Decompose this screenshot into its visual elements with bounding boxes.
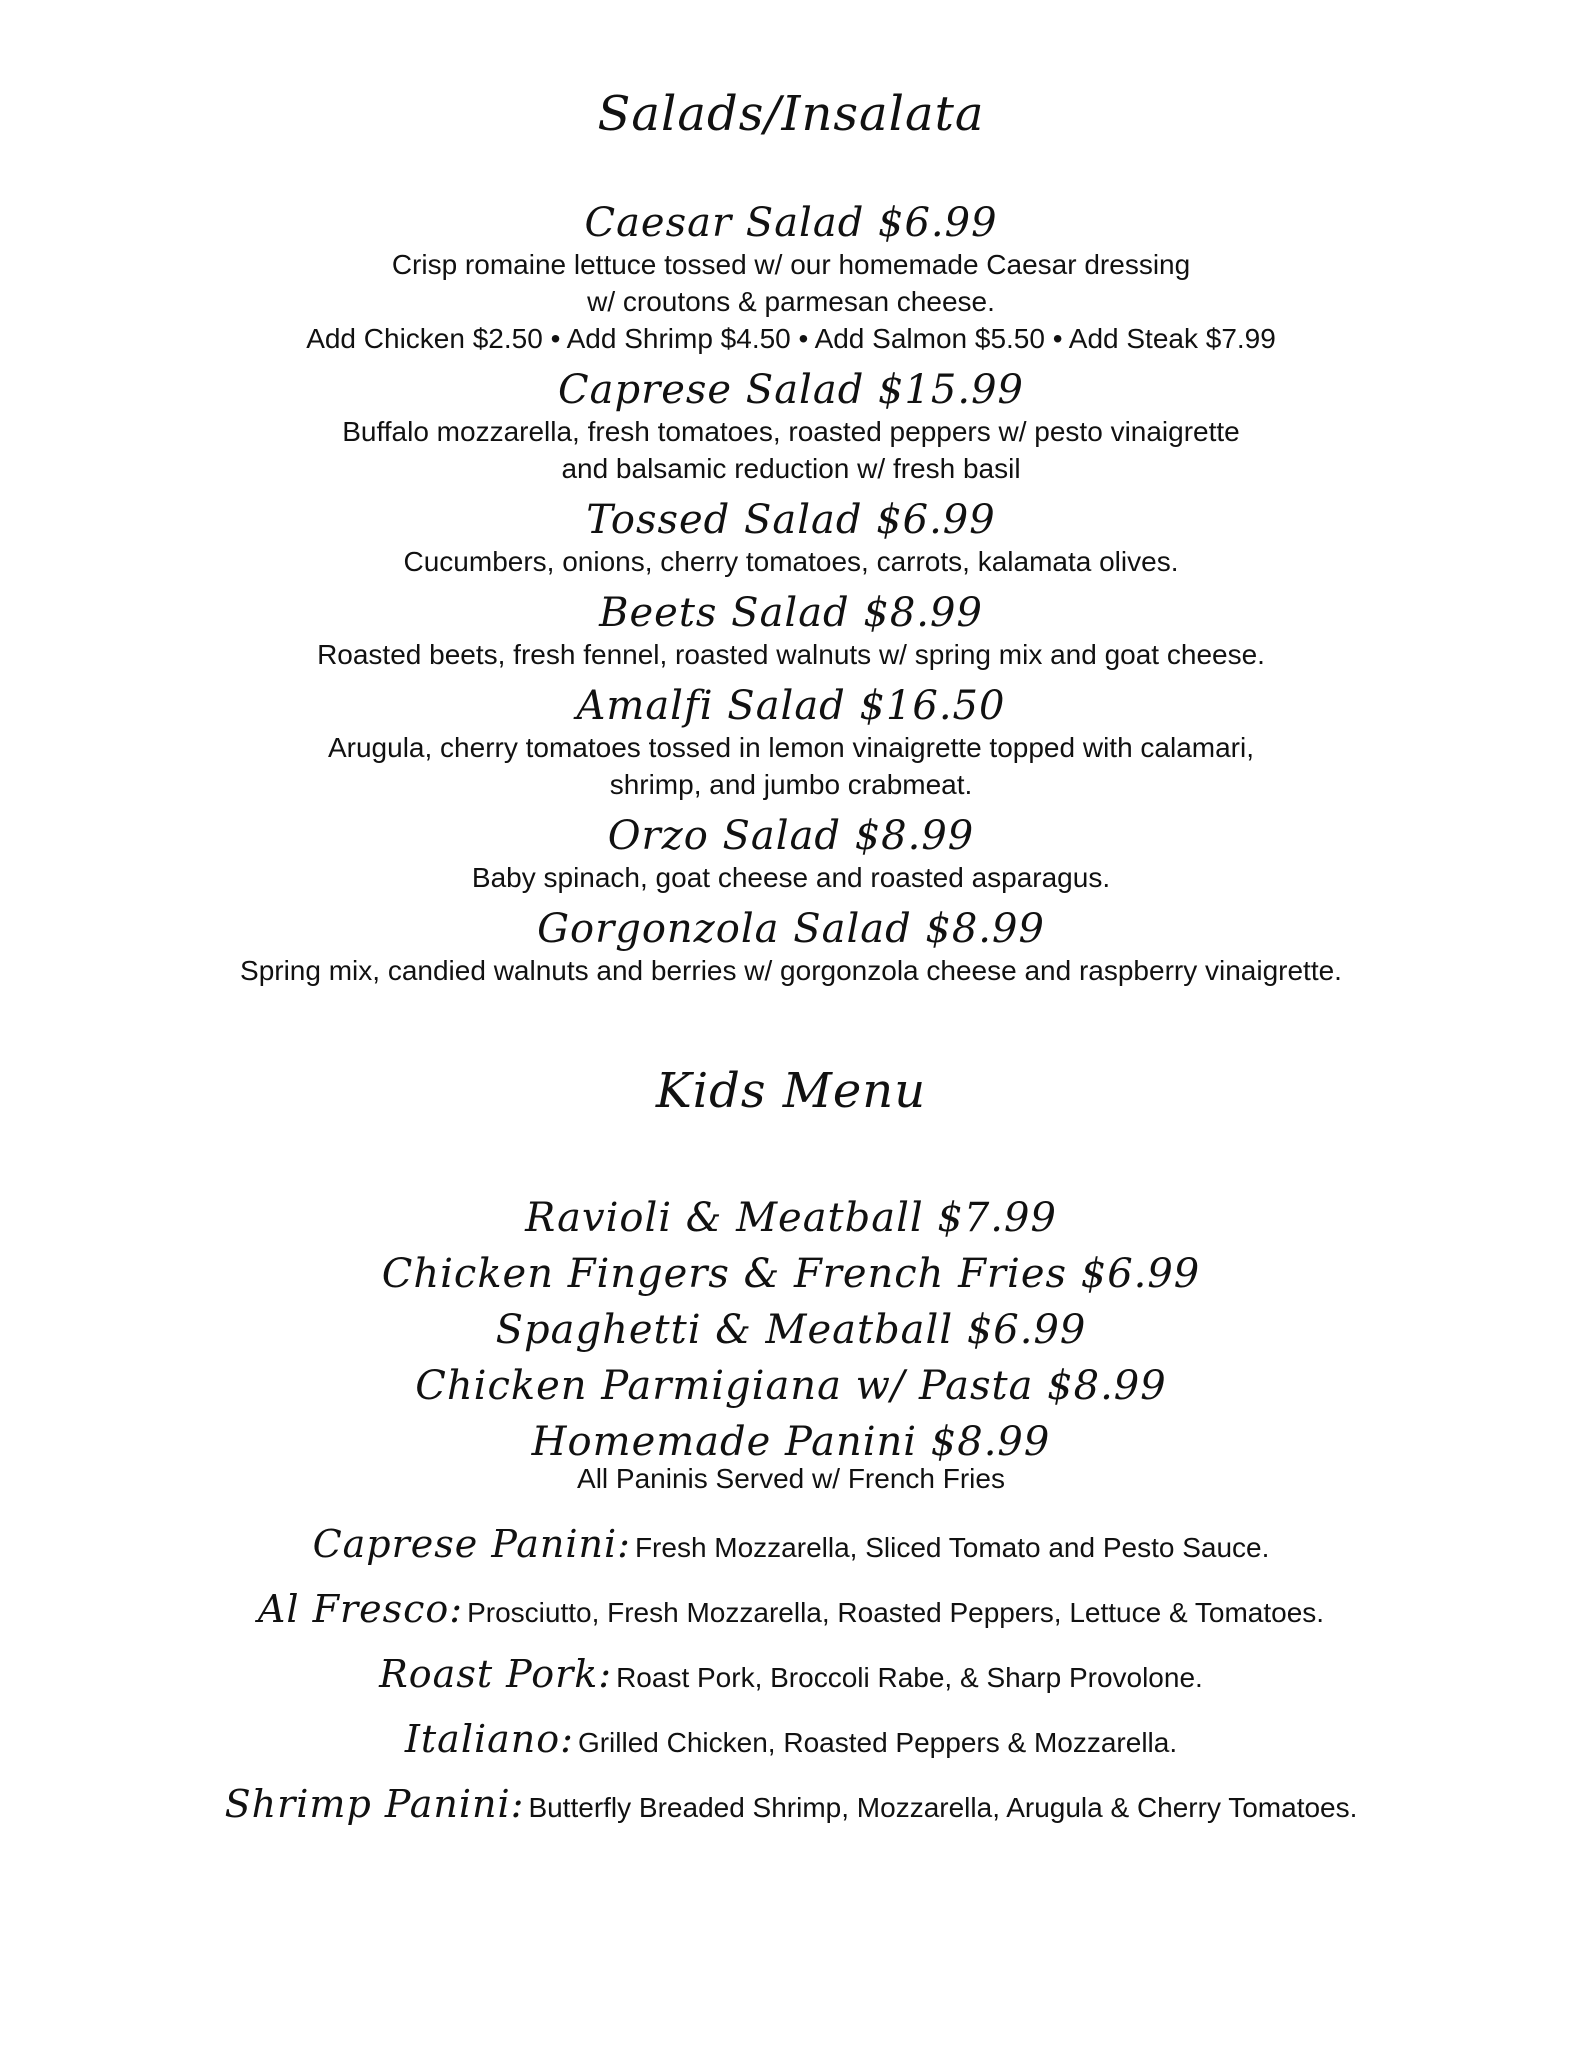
kids-menu-item: Chicken Parmigiana w/ Pasta $8.99 — [415, 1363, 1167, 1409]
panini-item — [0, 1516, 1582, 1581]
panini-name: Italiano: — [404, 1717, 574, 1761]
panini-description: Fresh Mozzarella, Sliced Tomato and Pesto Sauce. — [634, 1532, 1270, 1563]
item-description: w/ croutons & parmesan cheese. — [587, 286, 995, 317]
panini-description: Roast Pork, Broccoli Rabe, & Sharp Provolone. — [616, 1662, 1203, 1693]
item-name: Orzo Salad $8.99 — [607, 813, 975, 859]
item-description: and balsamic reduction w/ fresh basil — [561, 453, 1021, 484]
kids-menu-list — [0, 1190, 1582, 1841]
panini-name: Al Fresco: — [257, 1587, 464, 1631]
menu-item-beets-salad — [0, 590, 1582, 673]
item-description: Roasted beets, fresh fennel, roasted walnuts w/ spring mix and goat cheese. — [317, 639, 1265, 670]
panini-item — [0, 1711, 1582, 1776]
item-name: Beets Salad $8.99 — [599, 590, 983, 636]
kids-menu-item: Ravioli & Meatball $7.99 — [525, 1195, 1057, 1241]
kids-section-title: Kids Menu — [655, 1063, 927, 1119]
panini-name: Caprese Panini: — [312, 1522, 631, 1566]
panini-description: Grilled Chicken, Roasted Peppers & Mozzarella. — [577, 1727, 1178, 1758]
item-name: Caesar Salad $6.99 — [584, 200, 998, 246]
menu-item-tossed-salad — [0, 497, 1582, 580]
menu-item-gorgonzola-salad — [0, 906, 1582, 989]
item-addons: Add Chicken $2.50 • Add Shrimp $4.50 • Add Salmon $5.50 • Add Steak $7.99 — [306, 323, 1276, 354]
menu-item-orzo-salad — [0, 813, 1582, 896]
salads-list — [0, 200, 1582, 999]
item-description: shrimp, and jumbo crabmeat. — [609, 769, 973, 800]
menu-item-amalfi-salad — [0, 683, 1582, 803]
kids-menu-item: Chicken Fingers & French Fries $6.99 — [381, 1251, 1201, 1297]
kids-menu-item: Spaghetti & Meatball $6.99 — [495, 1307, 1087, 1353]
item-description: Baby spinach, goat cheese and roasted asparagus. — [471, 862, 1111, 893]
item-name: Gorgonzola Salad $8.99 — [537, 906, 1045, 952]
panini-description: Prosciutto, Fresh Mozzarella, Roasted Peppers, Lettuce & Tomatoes. — [467, 1597, 1325, 1628]
item-name: Caprese Salad $15.99 — [558, 367, 1024, 413]
panini-item — [0, 1646, 1582, 1711]
item-description: Crisp romaine lettuce tossed w/ our homemade Caesar dressing — [391, 249, 1191, 280]
panini-name: Shrimp Panini: — [224, 1782, 525, 1826]
kids-menu-item: Homemade Panini $8.99 — [531, 1419, 1051, 1465]
panini-item — [0, 1776, 1582, 1841]
item-description: Arugula, cherry tomatoes tossed in lemon vinaigrette topped with calamari, — [327, 732, 1255, 763]
panini-name: Roast Pork: — [379, 1652, 613, 1696]
panini-description: Butterfly Breaded Shrimp, Mozzarella, Arugula & Cherry Tomatoes. — [528, 1792, 1358, 1823]
panini-item — [0, 1581, 1582, 1646]
item-name: Tossed Salad $6.99 — [586, 497, 996, 543]
menu-item-caesar-salad — [0, 200, 1582, 357]
menu-item-caprese-salad — [0, 367, 1582, 487]
item-description: Cucumbers, onions, cherry tomatoes, carrots, kalamata olives. — [403, 546, 1179, 577]
item-description: Buffalo mozzarella, fresh tomatoes, roasted peppers w/ pesto vinaigrette — [342, 416, 1240, 447]
item-name: Amalfi Salad $16.50 — [576, 683, 1006, 729]
item-description: Spring mix, candied walnuts and berries w/ gorgonzola cheese and raspberry vinaigrette. — [240, 955, 1342, 986]
panini-list — [0, 1516, 1582, 1841]
salads-section-title: Salads/Insalata — [597, 86, 985, 142]
panini-note: All Paninis Served w/ French Fries — [577, 1463, 1005, 1494]
